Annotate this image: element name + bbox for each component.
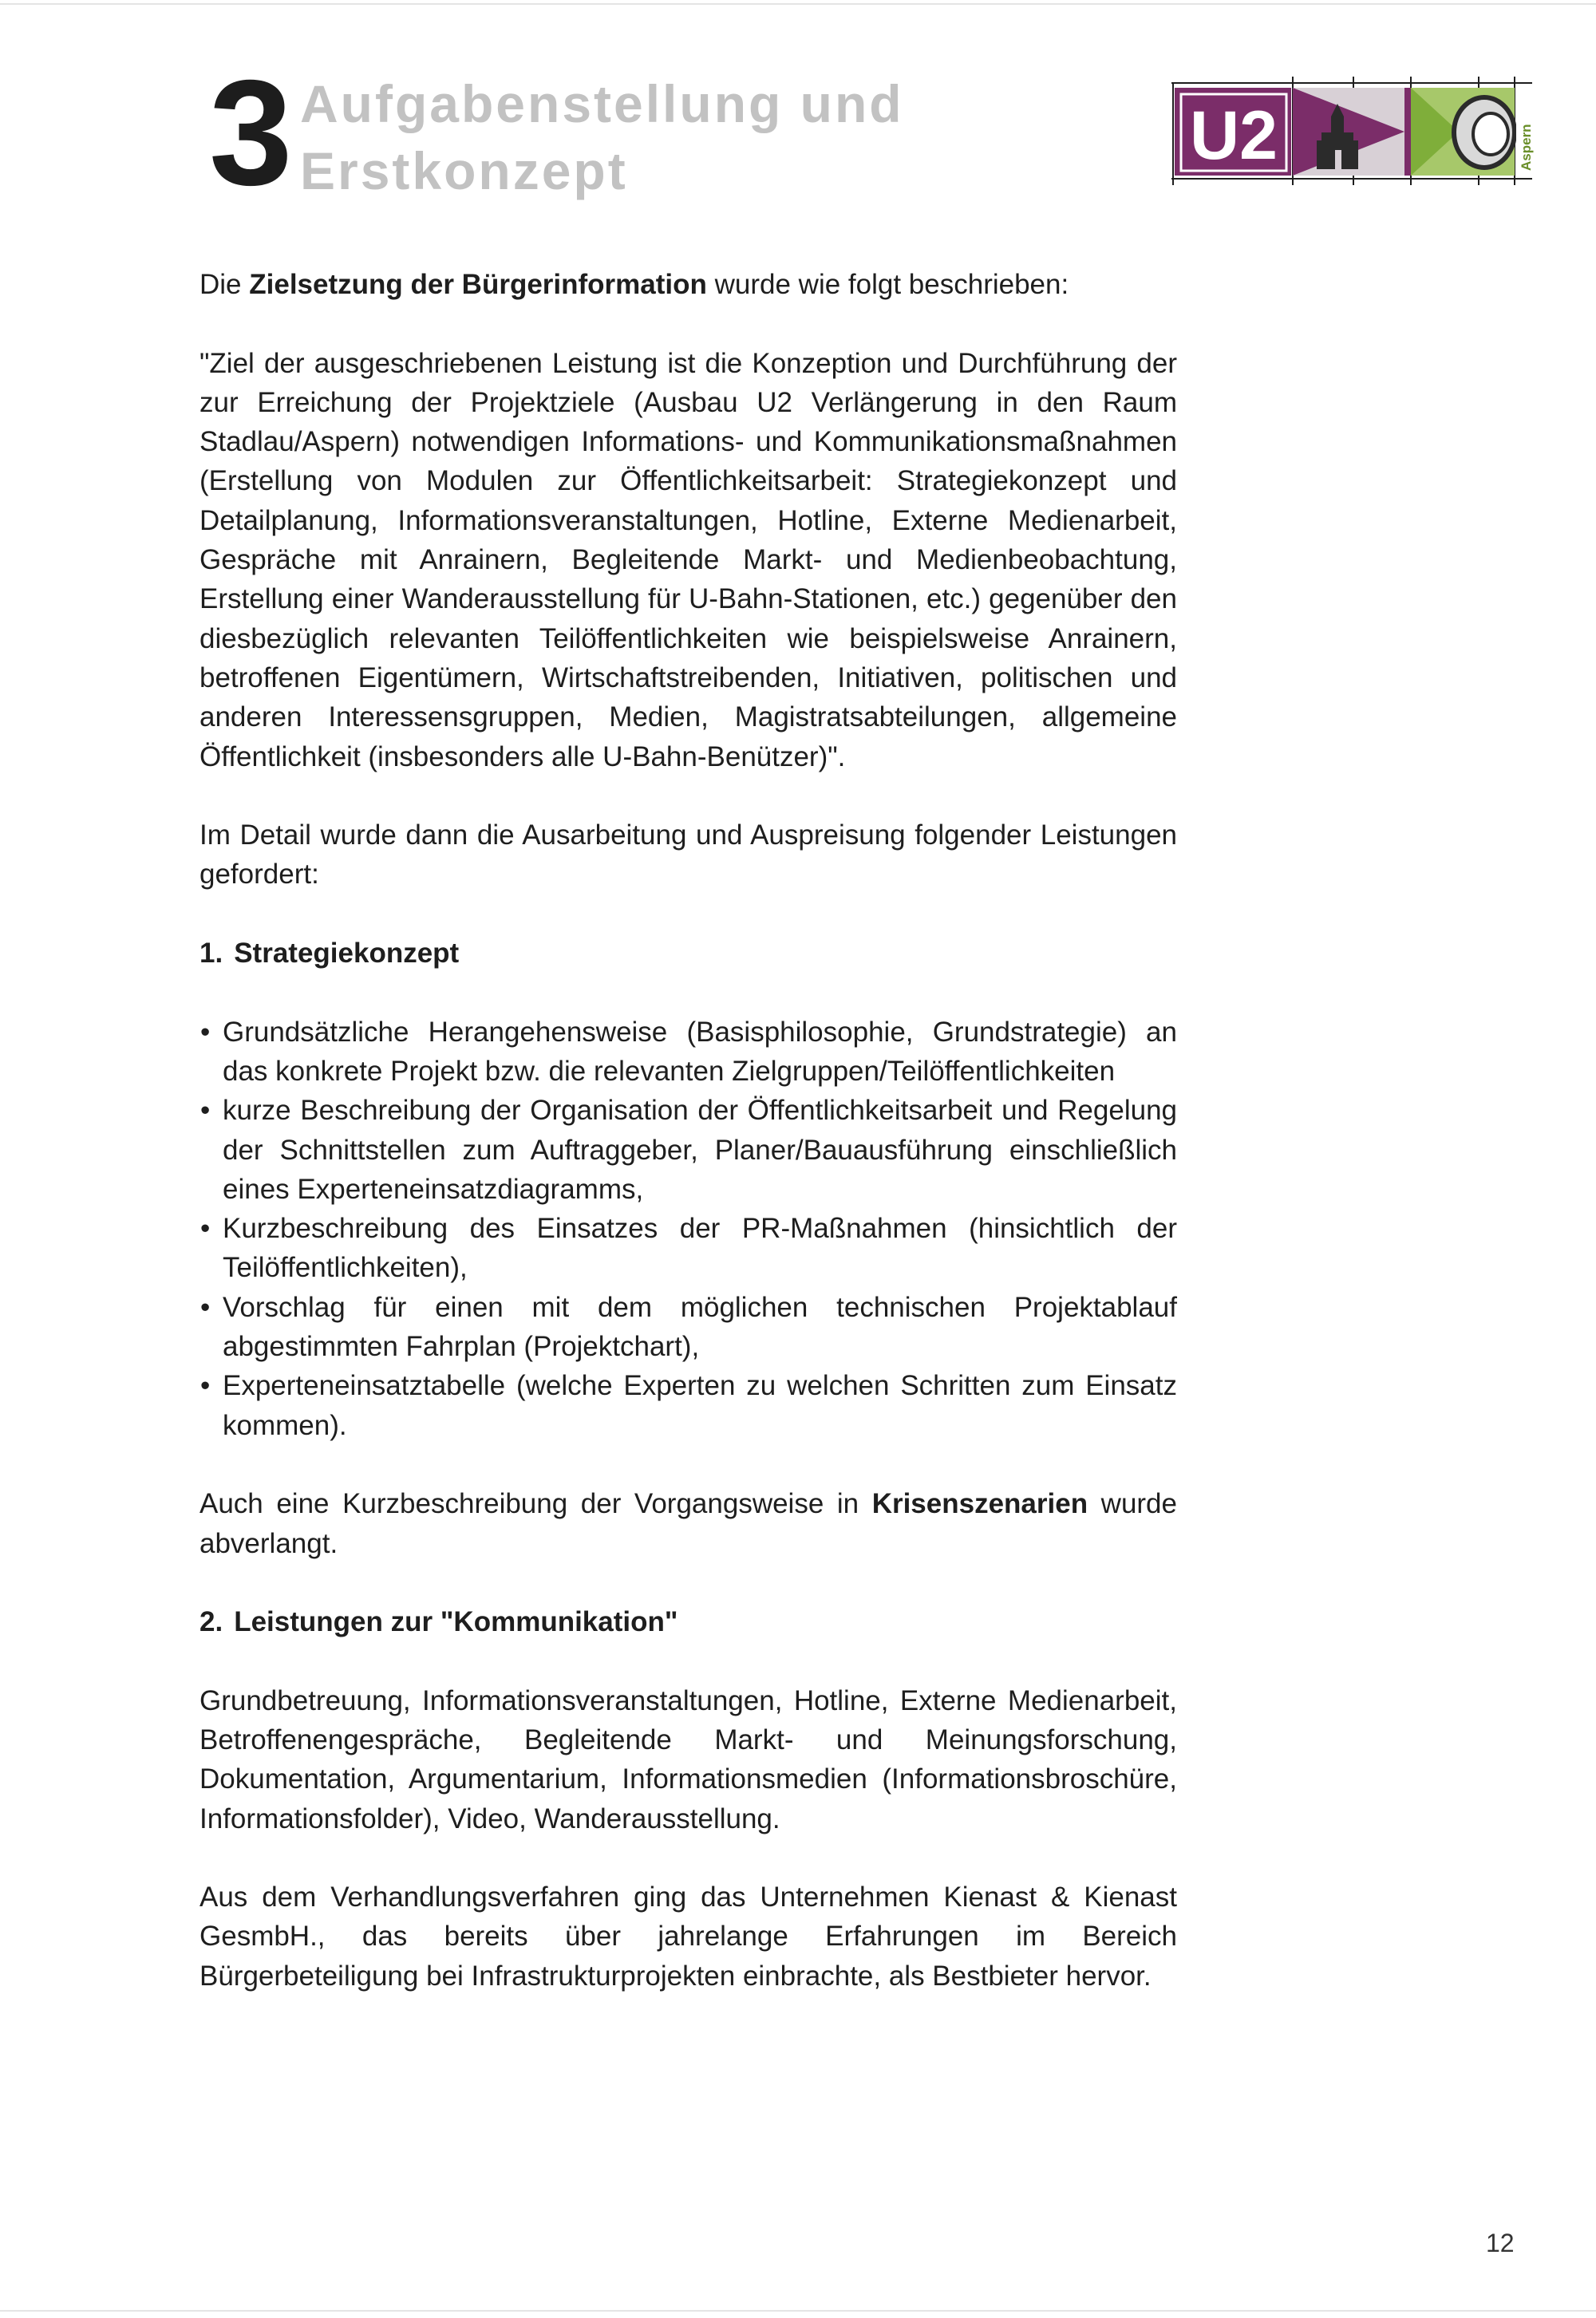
intro-after: wurde wie folgt beschrieben:	[706, 269, 1069, 300]
detail-intro-paragraph: Im Detail wurde dann die Ausarbeitung und Auspreisung folgender Leistungen gefordert:	[200, 819, 1177, 890]
page-top-rule	[0, 3, 1596, 5]
logo-u2-text: U2	[1190, 97, 1278, 174]
list-item: • Vorschlag für einen mit dem möglichen technischen Projektablauf abgestimmten Fahrplan (Projektchart),	[200, 1288, 1177, 1367]
conclusion-paragraph: Aus dem Verhandlungsverfahren ging das Unternehmen Kienast & Kienast GesmbH., das bereits über jahrelange Erfahrungen im Bereich Bürgerbeteiligung bei Infrastrukturprojekten einbrachte, als Bestbieter hervor.	[200, 1882, 1177, 1992]
chapter-title	[300, 70, 904, 204]
quote-paragraph: "Ziel der ausgeschriebenen Leistung ist die Konzeption und Durchführung der zur Erreichung der Projektziele (Ausbau U2 Verlängerung in den Raum Stadlau/Aspern) notwendigen Informations- und Kommunikationsmaßnahmen (Erstellung von Modulen zur Öffentlichkeitsarbeit: Strategiekonzept und Detailplanung, Informationsveranstaltungen, Hotline, Externe Medienarbeit, Gespräche mit Anrainern, Begleitende Markt- und Medienbeobachtung, Erstellung einer Wanderausstellung für U-Bahn-Stationen, etc.) gegenüber den diesbezüglich relevanten Teilöffentlichkeiten wie beispielsweise Anrainern, betroffenen Eigentümern, Wirtschaftstreibenden, Initiativen, politischen und anderen Interessensgruppen, Medien, Magistratsabteilungen, allgemeine Öffentlichkeit (insbesonders alle U-Bahn-Benützer)".	[200, 347, 1177, 772]
section-2-number: 2.	[200, 1606, 223, 1638]
intro-bold: Zielsetzung der Bürgerinformation	[249, 269, 707, 300]
section-1-heading	[200, 934, 1177, 973]
logo-aspern-label: Aspern	[1519, 124, 1534, 171]
section-1-title: Strategiekonzept	[234, 938, 460, 969]
crisis-before: Auch eine Kurzbeschreibung der Vorgangsweise in	[200, 1488, 872, 1520]
intro-paragraph	[200, 265, 1177, 304]
list-item: • kurze Beschreibung der Organisation der Öffentlichkeitsarbeit und Regelung der Schnittstellen zum Auftraggeber, Planer/Bauausführung einschließlich eines Experteneinsatzdiagramms,	[200, 1091, 1177, 1209]
list-item: • Grundsätzliche Herangehensweise (Basisphilosophie, Grundstrategie) an das konkrete Projekt bzw. die relevanten Zielgruppen/Teilöffentlichkeiten	[200, 1013, 1177, 1092]
u2-project-logo	[1171, 77, 1539, 188]
section-1-number: 1.	[200, 938, 223, 969]
crisis-bold: Krisenszenarien	[871, 1488, 1088, 1520]
section-2-paragraph: Grundbetreuung, Informationsveranstaltungen, Hotline, Externe Medienarbeit, Betroffenengespräche, Begleitende Markt- und Meinungsforschung, Dokumentation, Argumentarium, Informationsmedien (Informationsbroschüre, Informationsfolder), Video, Wanderausstellung.	[200, 1684, 1177, 1834]
main-text	[200, 265, 1177, 1996]
page-number: 12	[1486, 2229, 1515, 2257]
chapter-title-line-2: Erstkonzept	[300, 141, 628, 200]
section-2-title: Leistungen zur "Kommunikation"	[234, 1606, 678, 1638]
crisis-paragraph	[200, 1484, 1177, 1563]
section-2-heading	[200, 1602, 1177, 1641]
section-1-list	[200, 1013, 1177, 1445]
chapter-title-line-1: Aufgabenstellung und	[300, 74, 904, 133]
intro-before: Die	[200, 269, 250, 300]
list-item: • Kurzbeschreibung des Einsatzes der PR-Maßnahmen (hinsichtlich der Teilöffentlichkeiten),	[200, 1209, 1177, 1288]
list-item: • Experteneinsatztabelle (welche Experten zu welchen Schritten zum Einsatz kommen).	[200, 1366, 1177, 1445]
crisis-after: wurde abverlangt.	[200, 1488, 1177, 1559]
chapter-number: 3	[209, 49, 290, 216]
page-bottom-rule	[0, 2310, 1596, 2312]
